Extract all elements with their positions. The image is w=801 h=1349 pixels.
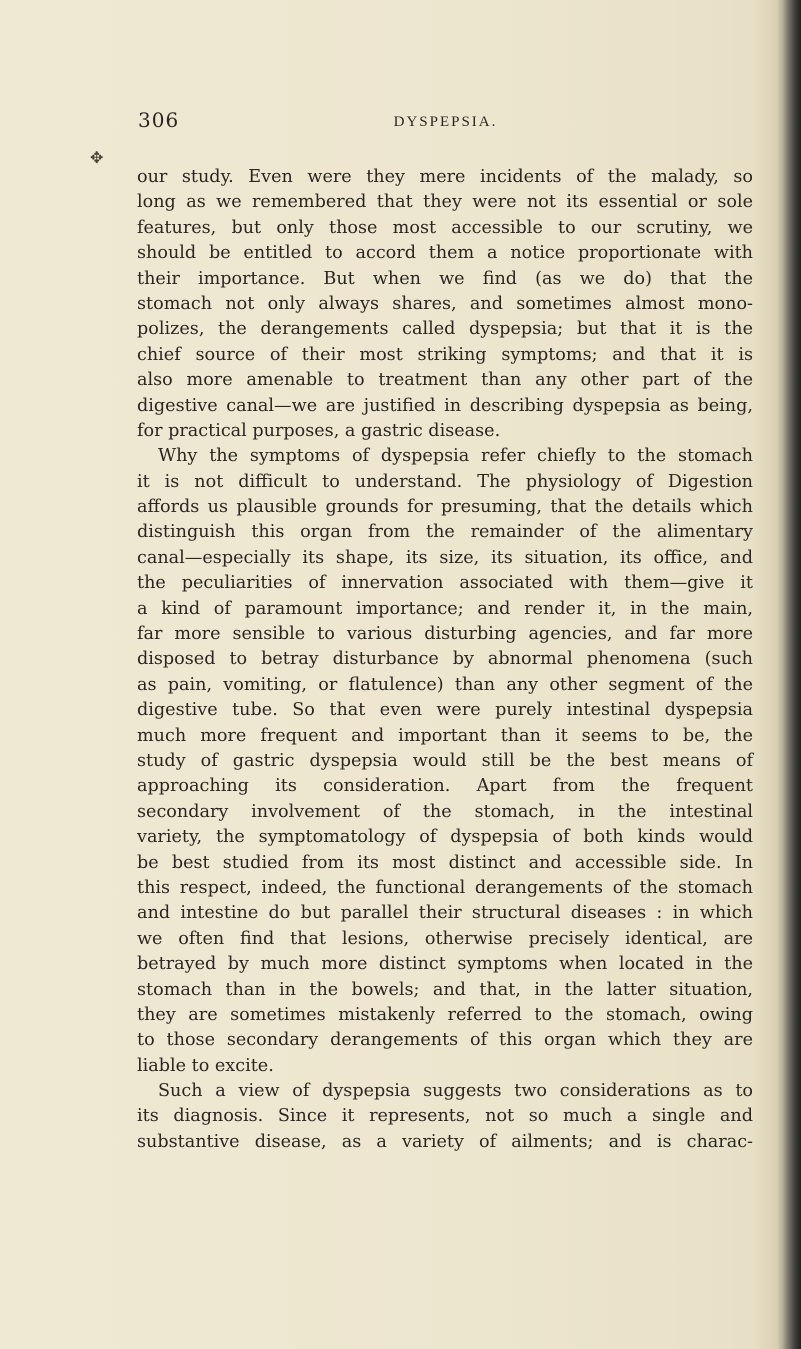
text-line: betrayed by much more distinct symptoms when located in the	[137, 954, 753, 975]
text-line: it is not difficult to understand. The physiology of Digestion	[137, 471, 753, 492]
text-line: they are sometimes mistakenly referred to the stomach, owing	[137, 1004, 753, 1025]
text-line: far more sensible to various disturbing agencies, and far more	[137, 624, 753, 645]
page-number: 306	[138, 108, 180, 132]
text-line: for practical purposes, a gastric disease.	[137, 420, 501, 441]
text-line: study of gastric dyspepsia would still be the best means of	[137, 750, 753, 771]
text-line: much more frequent and important than it seems to be, the	[137, 725, 753, 746]
text-line: as pain, vomiting, or flatulence) than any other segment of the	[137, 674, 753, 695]
text-line: digestive canal—we are justified in describing dyspepsia as being,	[137, 395, 753, 416]
text-line: our study. Even were they mere incidents of the malady, so	[137, 167, 753, 187]
text-line: and intestine do but parallel their structural diseases : in which	[137, 903, 753, 924]
running-head: DYSPEPSIA.	[393, 114, 498, 130]
margin-mark-icon: ✥	[90, 148, 104, 167]
text-line: the peculiarities of innervation associated with them—give it	[137, 573, 753, 594]
text-line: digestive tube. So that even were purely intestinal dyspepsia	[137, 700, 753, 721]
text-line: this respect, indeed, the functional derangements of the stomach	[137, 877, 753, 898]
text-line: a kind of paramount importance; and render it, in the main,	[137, 598, 753, 619]
text-line: polizes, the derangements called dyspepsia; but that it is the	[137, 319, 753, 340]
text-line: stomach not only always shares, and sometimes almost mono-	[137, 293, 753, 314]
text-line: features, but only those most accessible to our scrutiny, we	[137, 217, 753, 238]
text-line: chief source of their most striking symptoms; and that it is	[137, 344, 753, 365]
text-line: their importance. But when we find (as we do) that the	[137, 268, 753, 289]
text-line: variety, the symptomatology of dyspepsia of both kinds would	[137, 827, 753, 848]
text-line: also more amenable to treatment than any other part of the	[137, 370, 753, 391]
text-line: should be entitled to accord them a notice proportionate with	[137, 243, 753, 264]
text-line: its diagnosis. Since it represents, not so much a single and	[137, 1106, 753, 1127]
text-line: disposed to betray disturbance by abnormal phenomena (such	[137, 649, 753, 670]
page-edge-shadow	[783, 0, 801, 1349]
text-line: to those secondary derangements of this organ which they are	[137, 1030, 753, 1051]
text-line: Such a view of dyspepsia suggests two considerations as to	[158, 1081, 753, 1102]
text-line: liable to excite.	[137, 1055, 274, 1076]
text-line: distinguish this organ from the remainder of the alimentary	[137, 522, 753, 543]
text-line: secondary involvement of the stomach, in the intestinal	[137, 801, 753, 822]
text-line: Why the symptoms of dyspepsia refer chiefly to the stomach	[158, 446, 753, 467]
text-line: affords us plausible grounds for presuming, that the details which	[137, 497, 753, 518]
text-line: stomach than in the bowels; and that, in the latter situation,	[137, 979, 753, 1000]
text-line: long as we remembered that they were not its essential or sole	[137, 192, 753, 213]
text-line: we often find that lesions, otherwise precisely identical, are	[137, 928, 753, 949]
text-line: canal—especially its shape, its size, its situation, its office, and	[137, 547, 753, 568]
body-text	[137, 165, 753, 1155]
text-line: approaching its consideration. Apart from the frequent	[137, 776, 753, 797]
text-line: substantive disease, as a variety of ailments; and is charac-	[137, 1131, 753, 1152]
text-line: be best studied from its most distinct and accessible side. In	[137, 852, 753, 873]
page-header	[138, 108, 753, 138]
